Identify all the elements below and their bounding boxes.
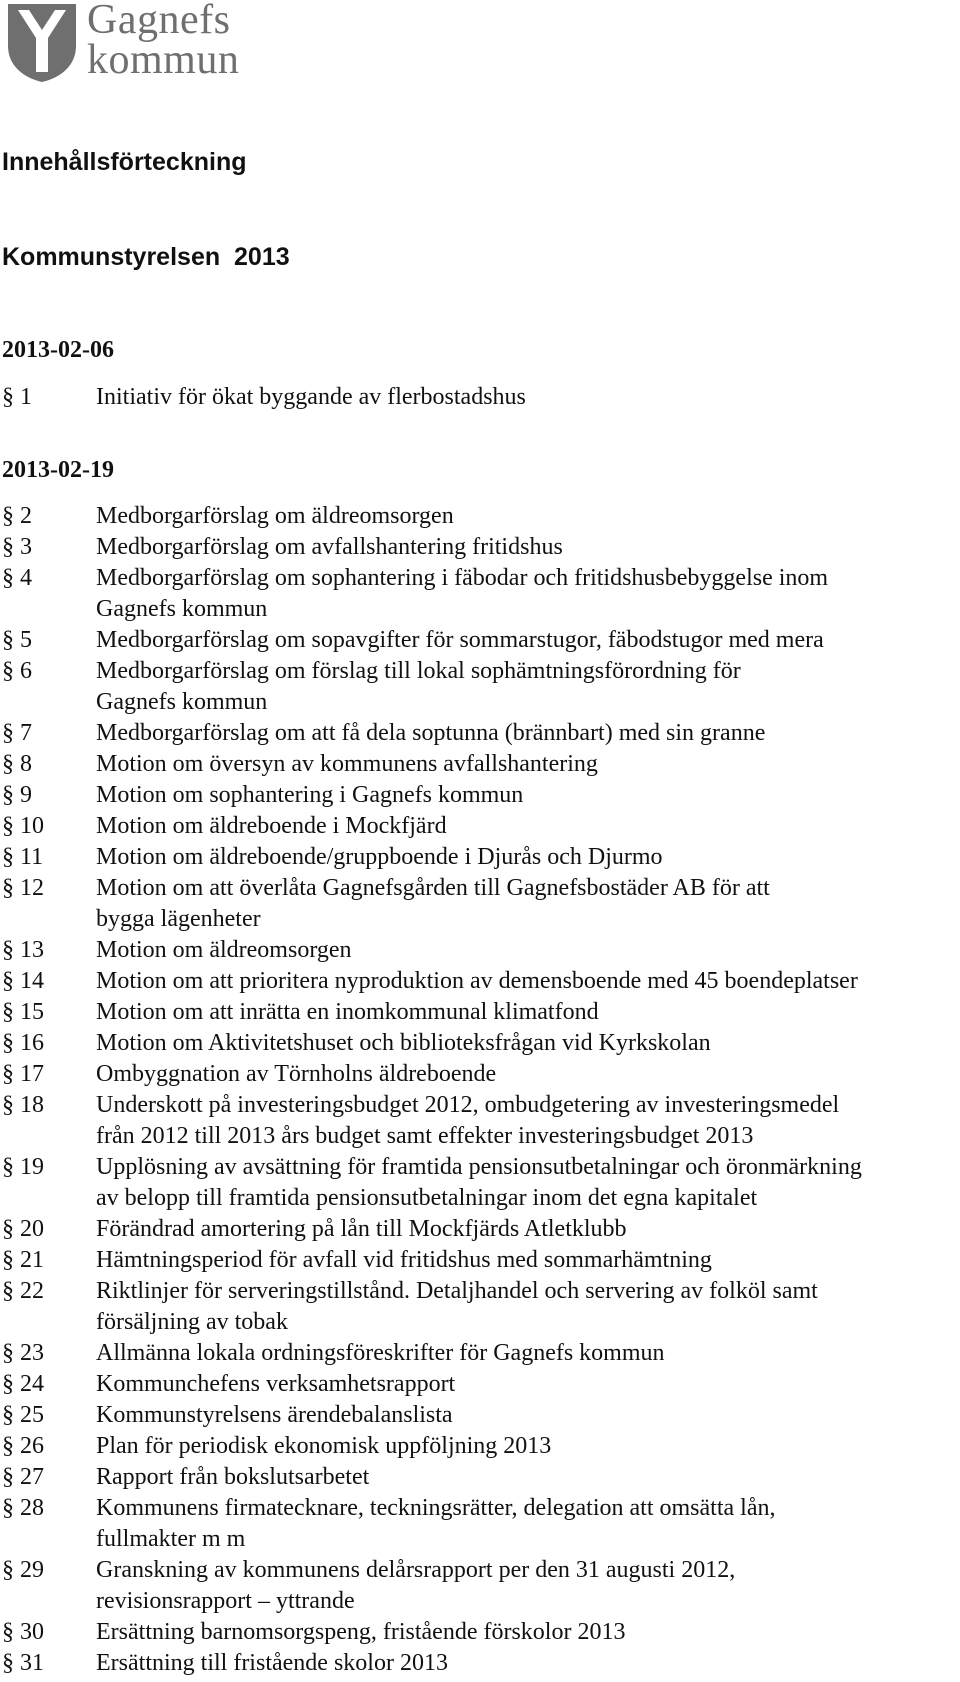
item-number: 31 (20, 1650, 44, 1676)
section-symbol: § (2, 1371, 14, 1397)
item-text (96, 1059, 960, 1090)
toc-item (0, 1431, 960, 1462)
toc-item (0, 749, 960, 780)
toc-item (0, 966, 960, 997)
item-text-line: revisionsrapport – yttrande (96, 1588, 355, 1614)
item-text-line: Kommunchefens verksamhetsrapport (96, 1371, 456, 1397)
section-symbol: § (2, 1433, 14, 1459)
item-text (96, 1214, 960, 1245)
section-symbol: § (2, 1464, 14, 1490)
item-number: 20 (20, 1216, 44, 1242)
section-symbol: § (2, 1402, 14, 1428)
item-number: 29 (20, 1557, 44, 1583)
item-number: 24 (20, 1371, 44, 1397)
toc-item (0, 1648, 960, 1679)
item-number: 13 (20, 937, 44, 963)
section-symbol: § (2, 1247, 14, 1273)
item-number: 9 (20, 782, 32, 808)
item-number: 19 (20, 1154, 44, 1180)
item-text-line: Initiativ för ökat byggande av flerbostadshus (96, 384, 526, 410)
toc-item (0, 1090, 960, 1152)
item-text-line: Motion om äldreomsorgen (96, 937, 352, 963)
section-symbol: § (2, 1278, 14, 1304)
item-text-line: Granskning av kommunens delårsrapport per den 31 augusti 2012, (96, 1557, 736, 1583)
item-text-line: Motion om att överlåta Gagnefsgården till Gagnefsbostäder AB för att (96, 875, 770, 901)
item-text-line: försäljning av tobak (96, 1309, 288, 1335)
item-list (0, 501, 960, 1679)
toc-item (0, 1152, 960, 1214)
item-number: 22 (20, 1278, 44, 1304)
item-number: 10 (20, 813, 44, 839)
item-text-line: Kommunens firmatecknare, teckningsrätter, delegation att omsätta lån, (96, 1495, 776, 1521)
toc-item (0, 1214, 960, 1245)
item-number: 2 (20, 503, 32, 529)
item-number: 1 (20, 384, 32, 410)
item-text (96, 749, 960, 780)
toc-item (0, 780, 960, 811)
toc-item (0, 997, 960, 1028)
toc-item (0, 873, 960, 935)
item-text (96, 563, 960, 625)
item-text (96, 656, 960, 718)
item-text-line: från 2012 till 2013 års budget samt effekter investeringsbudget 2013 (96, 1123, 754, 1149)
item-text (96, 1276, 960, 1338)
toc-item (0, 1369, 960, 1400)
item-text (96, 1555, 960, 1617)
item-number: 25 (20, 1402, 44, 1428)
item-text (96, 780, 960, 811)
toc-item (0, 501, 960, 532)
logo-name-line2: kommun (87, 37, 240, 83)
item-text (96, 1493, 960, 1555)
item-text (96, 1648, 960, 1679)
toc-item (0, 842, 960, 873)
item-text (96, 997, 960, 1028)
item-number: 5 (20, 627, 32, 653)
item-text (96, 1431, 960, 1462)
item-text-line: Ersättning barnomsorgspeng, fristående förskolor 2013 (96, 1619, 626, 1645)
item-text-line: Motion om översyn av kommunens avfallshantering (96, 751, 598, 777)
logo-name-line1: Gagnefs (87, 0, 231, 43)
toc-item (0, 1462, 960, 1493)
toc-item (0, 1493, 960, 1555)
item-text (96, 1369, 960, 1400)
toc-item (0, 1059, 960, 1090)
coat-of-arms-icon (6, 2, 78, 84)
section-symbol: § (2, 627, 14, 653)
item-text (96, 1245, 960, 1276)
item-text-line: Motion om äldreboende i Mockfjärd (96, 813, 447, 839)
item-text-line: Motion om sophantering i Gagnefs kommun (96, 782, 524, 808)
item-text-line: Förändrad amortering på lån till Mockfjärds Atletklubb (96, 1216, 627, 1242)
item-text (96, 1152, 960, 1214)
item-text-line: Medborgarförslag om sophantering i fäbodar och fritidshusbebyggelse inom (96, 565, 829, 591)
item-text (96, 718, 960, 749)
section-symbol: § (2, 968, 14, 994)
item-text (96, 1462, 960, 1493)
item-text (96, 625, 960, 656)
section-symbol: § (2, 1092, 14, 1118)
item-number: 28 (20, 1495, 44, 1521)
municipality-logo (6, 2, 246, 88)
item-text-line: Medborgarförslag om avfallshantering fritidshus (96, 534, 563, 560)
item-number: 18 (20, 1092, 44, 1118)
item-number: 4 (20, 565, 32, 591)
item-text-line: Medborgarförslag om att få dela soptunna (brännbart) med sin granne (96, 720, 766, 746)
item-text (96, 1338, 960, 1369)
toc-item (0, 656, 960, 718)
item-text-line: Ersättning till fristående skolor 2013 (96, 1650, 448, 1676)
section-symbol: § (2, 1061, 14, 1087)
toc-item (0, 1276, 960, 1338)
section-symbol: § (2, 999, 14, 1025)
toc-item (0, 1245, 960, 1276)
item-text-line: av belopp till framtida pensionsutbetalningar inom det egna kapitalet (96, 1185, 758, 1211)
section-symbol: § (2, 720, 14, 746)
section-symbol: § (2, 875, 14, 901)
section-symbol: § (2, 813, 14, 839)
section-symbol: § (2, 782, 14, 808)
section-symbol: § (2, 565, 14, 591)
toc-item (0, 1338, 960, 1369)
item-number: 30 (20, 1619, 44, 1645)
section-symbol: § (2, 534, 14, 560)
toc-item (0, 718, 960, 749)
section-symbol: § (2, 1650, 14, 1676)
item-list (0, 382, 960, 413)
item-text-line: Motion om att prioritera nyproduktion av demensboende med 45 boendeplatser (96, 968, 858, 994)
section-symbol: § (2, 751, 14, 777)
item-text (96, 501, 960, 532)
section-symbol: § (2, 1495, 14, 1521)
item-text-line: Riktlinjer för serveringstillstånd. Detaljhandel och servering av folköl samt (96, 1278, 818, 1304)
section-symbol: § (2, 1154, 14, 1180)
section-symbol: § (2, 503, 14, 529)
section-symbol: § (2, 384, 14, 410)
item-text (96, 935, 960, 966)
item-number: 7 (20, 720, 32, 746)
item-number: 12 (20, 875, 44, 901)
item-text-line: Motion om att inrätta en inomkommunal klimatfond (96, 999, 599, 1025)
toc-item (0, 1617, 960, 1648)
item-text-line: Gagnefs kommun (96, 689, 268, 715)
toc-title: Innehållsförteckning (2, 148, 247, 176)
item-number: 15 (20, 999, 44, 1025)
item-text (96, 873, 960, 935)
section-symbol: § (2, 1030, 14, 1056)
item-text (96, 532, 960, 563)
item-text-line: Ombyggnation av Törnholns äldreboende (96, 1061, 497, 1087)
section-symbol: § (2, 658, 14, 684)
item-text-line: Allmänna lokala ordningsföreskrifter för Gagnefs kommun (96, 1340, 665, 1366)
section-symbol: § (2, 1557, 14, 1583)
section-symbol: § (2, 1216, 14, 1242)
item-number: 16 (20, 1030, 44, 1056)
item-number: 11 (20, 844, 44, 870)
item-text (96, 811, 960, 842)
item-text (96, 1028, 960, 1059)
item-text-line: Hämtningsperiod för avfall vid fritidshus med sommarhämtning (96, 1247, 712, 1273)
toc-item (0, 382, 960, 413)
item-number: 8 (20, 751, 32, 777)
item-text-line: Medborgarförslag om sopavgifter för sommarstugor, fäbodstugor med mera (96, 627, 824, 653)
meeting-date: 2013-02-06 (2, 337, 114, 363)
item-text-line: Kommunstyrelsens ärendebalanslista (96, 1402, 453, 1428)
toc-item (0, 1555, 960, 1617)
item-text-line: Motion om äldreboende/gruppboende i Djurås och Djurmo (96, 844, 663, 870)
item-number: 21 (20, 1247, 44, 1273)
item-text-line: Upplösning av avsättning för framtida pensionsutbetalningar och öronmärkning (96, 1154, 862, 1180)
board-title: Kommunstyrelsen 2013 (2, 243, 290, 271)
item-text (96, 966, 960, 997)
section-symbol: § (2, 1619, 14, 1645)
item-text-line: Rapport från bokslutsarbetet (96, 1464, 370, 1490)
item-text-line: Underskott på investeringsbudget 2012, ombudgetering av investeringsmedel (96, 1092, 840, 1118)
toc-item (0, 563, 960, 625)
item-number: 27 (20, 1464, 44, 1490)
toc-item (0, 935, 960, 966)
meeting-date: 2013-02-19 (2, 457, 114, 483)
section-symbol: § (2, 937, 14, 963)
item-text (96, 1090, 960, 1152)
item-number: 17 (20, 1061, 44, 1087)
toc-item (0, 625, 960, 656)
item-text-line: bygga lägenheter (96, 906, 261, 932)
section-symbol: § (2, 844, 14, 870)
item-text-line: Medborgarförslag om äldreomsorgen (96, 503, 454, 529)
item-text-line: Medborgarförslag om förslag till lokal sophämtningsförordning för (96, 658, 741, 684)
item-number: 26 (20, 1433, 44, 1459)
toc-item (0, 811, 960, 842)
item-number: 23 (20, 1340, 44, 1366)
item-text (96, 1617, 960, 1648)
item-text-line: Plan för periodisk ekonomisk uppföljning 2013 (96, 1433, 552, 1459)
section-symbol: § (2, 1340, 14, 1366)
item-text-line: fullmakter m m (96, 1526, 246, 1552)
item-text (96, 842, 960, 873)
toc-item (0, 532, 960, 563)
item-number: 6 (20, 658, 32, 684)
item-number: 3 (20, 534, 32, 560)
item-number: 14 (20, 968, 44, 994)
toc-item (0, 1400, 960, 1431)
item-text (96, 382, 960, 413)
item-text (96, 1400, 960, 1431)
item-text-line: Motion om Aktivitetshuset och biblioteksfrågan vid Kyrkskolan (96, 1030, 711, 1056)
item-text-line: Gagnefs kommun (96, 596, 268, 622)
toc-item (0, 1028, 960, 1059)
